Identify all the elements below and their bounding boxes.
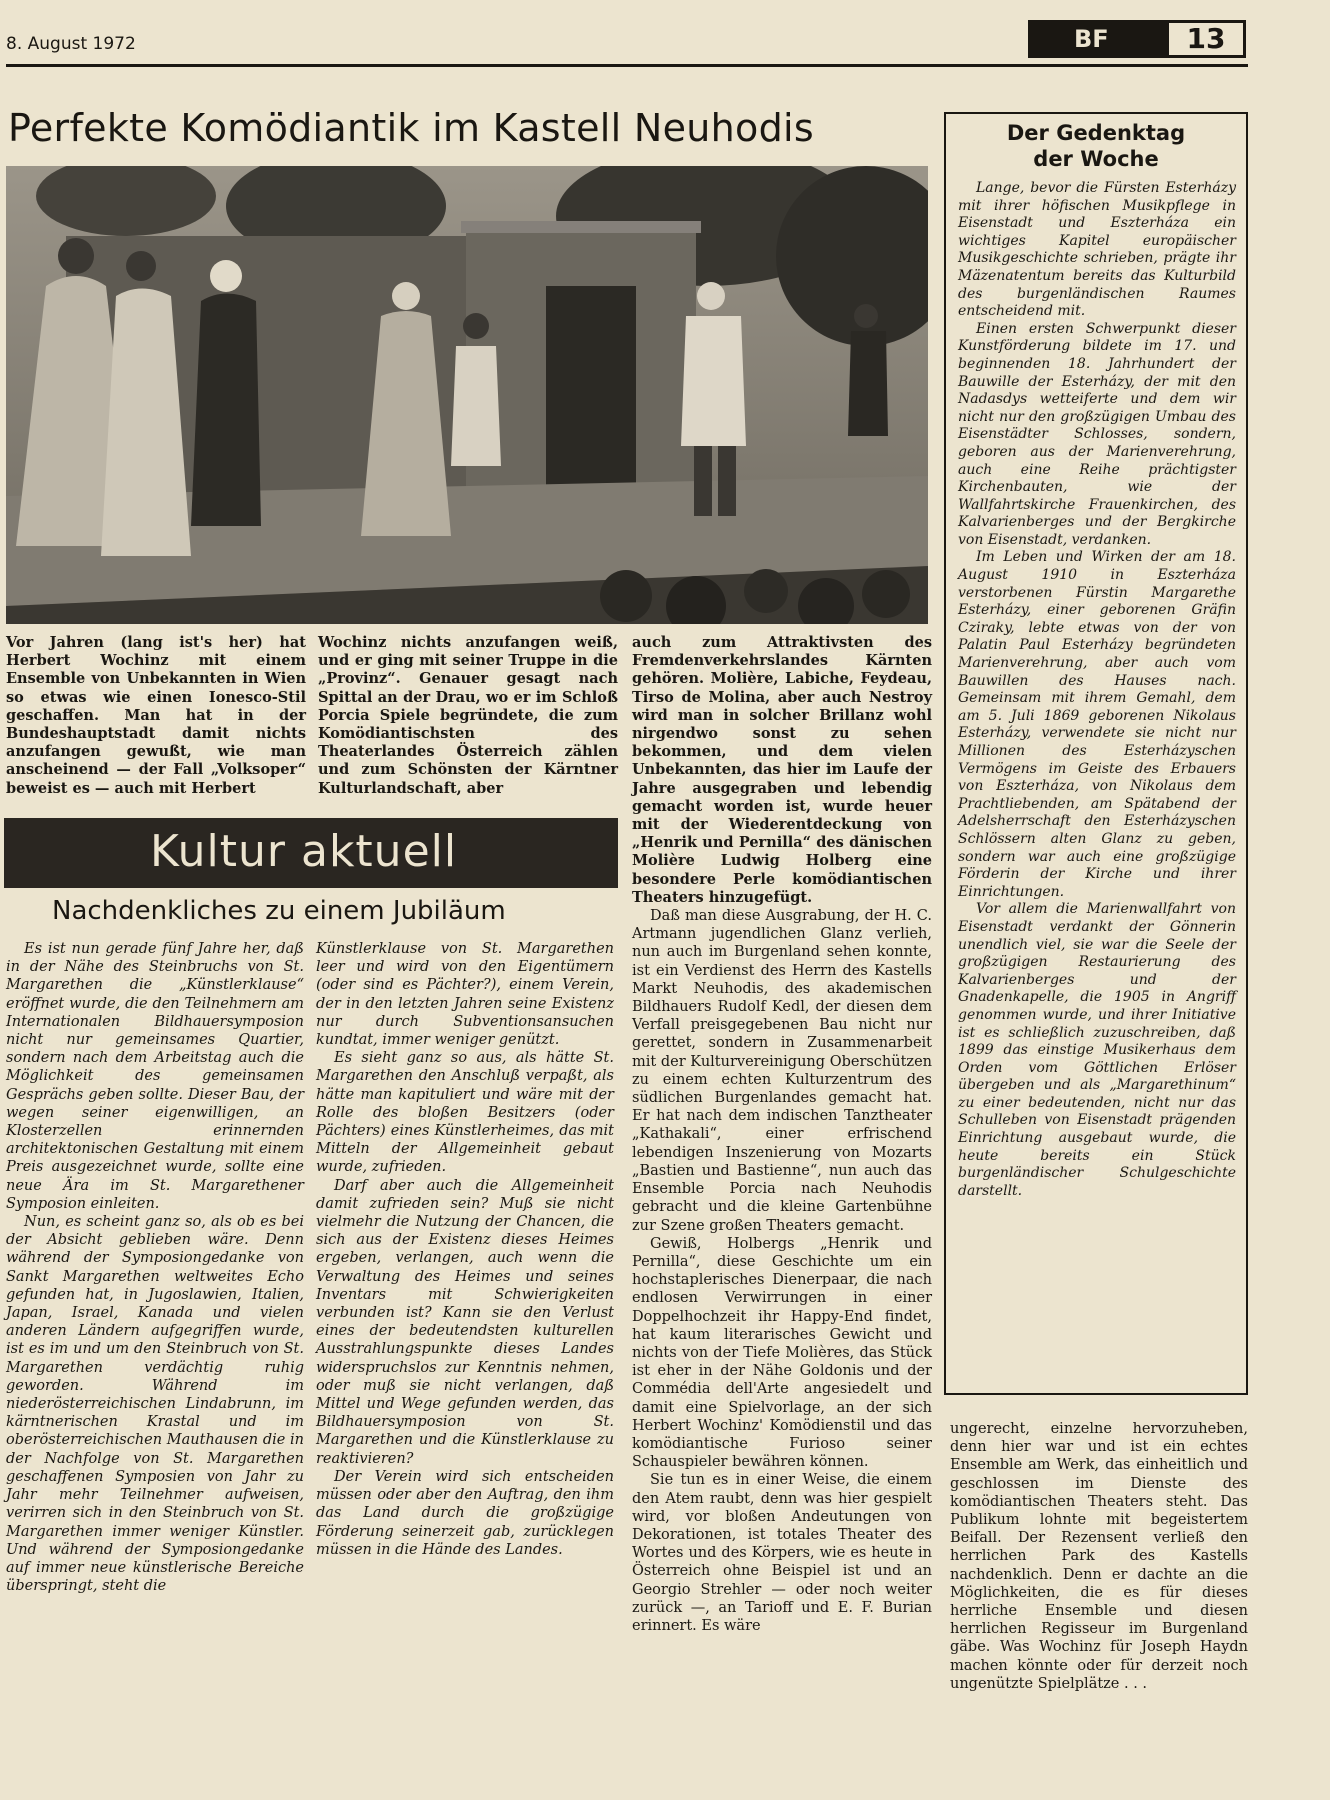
section-badge: BF [1028,20,1166,58]
kultur-col1-p1: Es ist nun gerade fünf Jahre her, daß in der Nähe des Steinbruchs von St. Margarethen die „Künstlerklause“ eröffnet wurde, die den Teilnehmern am Internationalen Bildhauersymposion nicht nur gemeinsames Quartier, sondern nach dem Arbeitstag auch die Möglichkeit des gemeinsamen Gesprächs geben sollte. Dieser Bau, der wegen seiner eigenwilligen, an Klosterzellen erinnernden architektonischen Gestaltung mit einem Preis ausgezeichnet wurde, sollte eine neue Ära im St. Margarethener Symposion einleiten. [6,941,304,1212]
kultur-col2 [316,940,614,1559]
kultur-col2-p3: Darf aber auch die Allgemeinheit damit zufrieden sein? Muß sie nicht vielmehr die Nutzung der Chancen, die sich aus der Existenz dieses Heimes ergeben, verlangen, auch wenn die Verwaltung des Heimes und seines Inventars mit Schwierigkeiten verbunden ist? Kann sie den Verlust eines der bedeutendsten kulturellen Ausstrahlungspunkte dieses Landes widerspruchslos zur Kenntnis nehmen, oder muß sie nicht verlangen, daß Mittel und Wege gefunden werden, das Bildhauersymposion von St. Margarethen und die Künstlerklause zu reaktivieren? [316,1177,614,1467]
article-col3-lead: auch zum Attraktivsten des Fremdenverkehrslandes Kärnten gehören. Molière, Labiche, Feydeau, Tirso de Molina, aber auch Nestroy wird man in solcher Brillanz wohl nirgendwo sonst zu sehen bekommen, und dem vielen Unbekannten, das hier im Laufe der Jahre ausgegraben und lebendig gemacht worden ist, wurde heuer mit der Wiederentdeckung von „Henrik und Pernilla“ des dänischen Molière Ludwig Holberg eine besondere Perle komödiantischen Theaters hinzugefügt. [632,634,932,906]
article-col3-p1: Daß man diese Ausgrabung, der H. C. Artmann jugendlichen Glanz verlieh, nun auch im Burgenland sehen konnte, ist ein Verdienst des Herrn des Kastells Markt Neuhodis, des akademischen Bildhauers Rudolf Kedl, der diesen dem Verfall preisgegebenen Bau nicht nur gerettet, sondern in Zusammenarbeit mit der Kulturvereinigung Oberschützen zu einem echten Kulturzentrum des südlichen Burgenlandes gemacht hat. Er hat nach dem indischen Tanztheater „Kathakali“, einer erfrischend lebendigen Inszenierung von Mozarts „Bastien und Bastienne“, nun auch das Ensemble Porcia nach Neuhodis gebracht und die kleine Gartenbühne zur Szene großen Theaters gemacht. [632,908,932,1234]
article-col3-p3: Sie tun es in einer Weise, die einem den Atem raubt, denn was hier gespielt wird, vor bloßen Andeutungen von Dekorationen, ist totales Theater des Wortes und des Körpers, wie es heute in Österreich ohne Beispiel ist und an Georgio Strehler — oder noch weiter zurück —, an Tarioff und E. F. Burian erinnert. Es wäre [632,1472,932,1634]
kultur-col1 [6,940,304,1595]
article-col3 [632,634,932,1635]
page-number: 13 [1166,20,1246,58]
kultur-col2-p1: Künstlerklause von St. Margarethen leer und wird von den Eigentümern (oder sind es Pächter?), einem Verein, der in den letzten Jahren seine Existenz nur durch Subventionsansuchen kundtat, immer weniger genützt. [316,941,614,1049]
stage-photo [6,166,928,624]
kultur-title: Kultur aktuell [150,826,458,877]
gedenktag-headline: Der Gedenktag der Woche [1006,121,1186,171]
gedenktag-p4: Vor allem die Marienwallfahrt von Eisenstadt verdankt der Gönnerin unendlich viel, sie war die Seele der großzügigen Restaurierung des Kalvarienberges und der Gnadenkapelle, die 1905 in Angriff genommen wurde, und ihrer Initiative ist es schließlich zuzuschreiben, daß 1899 das einstige Musikerhaus dem Orden vom Göttlichen Erlöser übergeben und als „Margarethinum“ zu einer bedeutenden, nicht nur das Schulleben von Eisenstadt prägenden Einrichtung ausgebaut wurde, die heute bereits ein Stück burgenländischer Schulgeschichte darstellt. [958,901,1236,1199]
article-col4-end: ungerecht, einzelne hervorzuheben, denn hier war und ist ein echtes Ensemble am Werk, das einheitlich und geschlossen im Dienste des komödiantischen Theaters steht. Das Publikum lohnte mit begeistertem Beifall. Der Rezensent verließ den herrlichen Park des Kastells nachdenklich. Denn er dachte an die Möglichkeiten, die es für dieses herrliche Ensemble und diesen herrlichen Regisseur im Burgenland gäbe. Was Wochinz für Joseph Haydn machen könnte oder für derzeit noch ungenützte Spielplätze . . . [950,1421,1248,1692]
gedenktag-p2: Einen ersten Schwerpunkt dieser Kunstförderung bildete im 17. und beginnenden 18. Jahrhundert der Bauwille der Esterházy, der mit den Nadasdys wetteiferte und dem wir nicht nur den großzügigen Umbau des Eisenstädter Schlosses, sondern, geboren aus der Marienverehrung, auch eine Reihe prächtigster Kirchenbauten, wie der Wallfahrtskirche Frauenkirchen, des Kalvarienberges und der Bergkirche von Eisenstadt, verdanken. [958,320,1236,548]
kultur-col2-p2: Es sieht ganz so aus, als hätte St. Margarethen den Anschluß verpaßt, als hätte man kapituliert und wäre mit der Rolle des bloßen Besitzers (oder Pächters) eines Künstlerheimes, das mit Mitteln der Allgemeinheit gebaut wurde, zufrieden. [316,1050,614,1176]
kultur-col2-p4: Der Verein wird sich entscheiden müssen oder aber den Auftrag, den ihm das Land durch die großzügige Förderung seinerzeit gab, zurücklegen müssen in die Hände des Landes. [316,1468,614,1558]
article-col3-p2: Gewiß, Holbergs „Henrik und Pernilla“, diese Geschichte um ein hochstaplerisches Dienerpaar, die nach endlosen Verwirrungen in einer Doppelhochzeit ihr Happy-End findet, hat kaum literarisches Gewicht und nichts von der Tiefe Molières, das Stück ist eher in der Nähe Goldonis und der Commédia dell'Arte angesiedelt und damit eine Spielvorlage, an der sich Herbert Wochinz' Komödienstil und das komödiantische Furioso seiner Schauspieler bewähren können. [632,1235,932,1471]
kultur-subheadline: Nachdenkliches zu einem Jubiläum [52,896,506,926]
header-rule [6,64,1248,67]
article-col2: Wochinz nichts anzufangen weiß, und er ging mit seiner Truppe in die „Provinz“. Genauer gesagt nach Spittal an der Drau, wo er im Schloß Porcia Spiele begründete, die zum Komödiantischsten des Theaterlandes Österreich zählen und zum Schönsten der Kärntner Kulturlandschaft, aber [318,634,618,797]
gedenktag-p1: Lange, bevor die Fürsten Esterházy mit ihrer höfischen Musikpflege in Eisenstadt und Eszterháza ein wichtiges Kapitel europäischer Musikgeschichte schrieben, prägte ihr Mäzenatentum bereits das Kulturbild des burgenländischen Raumes entscheidend mit. [958,180,1236,320]
main-headline: Perfekte Komödiantik im Kastell Neuhodis [8,106,814,150]
kultur-col1-p2: Nun, es scheint ganz so, als ob es bei der Absicht geblieben wäre. Denn während der Symposiongedanke von Sankt Margarethen weltweites Echo gefunden hat, in Jugoslawien, Italien, Japan, Israel, Kanada und vielen anderen Ländern aufgegriffen wurde, ist es im und um den Steinbruch von St. Margarethen verdächtig ruhig geworden. Während im niederösterreichischen Lindabrunn, im kärntnerischen Krastal und im oberösterreichischen Mauthausen die in der Nachfolge von St. Margarethen geschaffenen Symposien von Jahr zu Jahr mehr Teilnehmer aufweisen, verirren sich in den Steinbruch von St. Margarethen immer weniger Künstler. Und während der Symposiongedanke auf immer neue künstlerische Bereiche überspringt, steht die [6,1214,304,1595]
gedenktag-text [958,180,1236,1200]
gedenktag-p3: Im Leben und Wirken der am 18. August 1910 in Eszterháza verstorbenen Fürstin Margarethe Esterházy, einer geborenen Gräfin Cziraky, lebte etwas von der von Palatin Paul Esterházy begründeten Marienverehrung, aber auch vom Bauwillen des Hauses nach. Gemeinsam mit ihrem Gemahl, dem am 5. Juli 1869 geborenen Nikolaus Esterházy, verwendete sie nicht nur Millionen des Esterházyschen Vermögens im Geiste des Erbauers von Eszterháza, von Nikolaus dem Prachtliebenden, am Spätabend der Adelsherrschaft den Esterházyschen Schlössern alten Glanz zu geben, sondern war auch eine großzügige Förderin der Kirche und ihrer Einrichtungen. [958,549,1236,900]
issue-date: 8. August 1972 [6,34,136,54]
article-col1: Vor Jahren (lang ist's her) hat Herbert Wochinz mit einem Ensemble von Unbekannten in Wien so etwas wie einen Ionesco-Stil geschaffen. Man hat in der Bundeshauptstadt damit nichts anzufangen gewußt, wie man anscheinend — der Fall „Volksoper“ beweist es — auch mit Herbert [6,634,306,797]
